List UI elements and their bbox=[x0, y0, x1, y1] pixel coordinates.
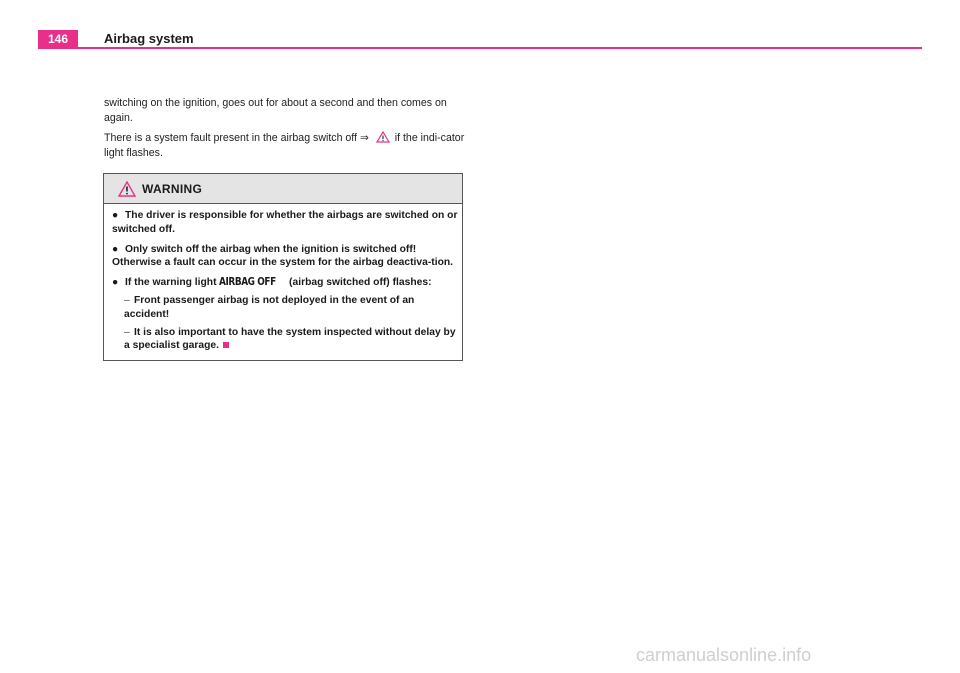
warning-bullet bbox=[112, 276, 458, 353]
body-paragraph-2 bbox=[104, 131, 466, 160]
page-header bbox=[0, 0, 960, 50]
section-end-icon bbox=[223, 342, 229, 348]
warning-bullet bbox=[112, 209, 458, 237]
warning-sub-item bbox=[124, 326, 458, 354]
warning-body bbox=[112, 209, 458, 359]
warning-triangle-icon[interactable] bbox=[376, 131, 390, 143]
warning-triangle-icon bbox=[118, 181, 136, 197]
header-rule bbox=[38, 47, 922, 49]
bullet-icon: ● bbox=[112, 277, 119, 289]
bullet-icon: ● bbox=[112, 243, 119, 255]
dash-icon: – bbox=[124, 294, 130, 306]
warning-sub-item bbox=[124, 294, 458, 322]
dash-icon: – bbox=[124, 326, 130, 338]
warning-header bbox=[104, 174, 462, 204]
warning-box bbox=[103, 173, 463, 361]
paragraph-text: if the indi-cator light flashes. bbox=[104, 132, 465, 159]
page-title: Airbag system bbox=[104, 31, 194, 46]
bullet-text: (airbag switched off) flashes: bbox=[286, 277, 432, 289]
arrow-icon: ⇒ bbox=[359, 132, 369, 144]
sub-item-text: It is also important to have the system inspected without delay by a specialist garage. bbox=[124, 326, 456, 352]
sub-item-text: Front passenger airbag is not deployed in the event of an accident! bbox=[124, 294, 415, 320]
watermark: carmanualsonline.info bbox=[636, 645, 812, 665]
warning-title: WARNING bbox=[142, 182, 203, 196]
bullet-icon: ● bbox=[112, 210, 119, 221]
bullet-text: The driver is responsible for whether the airbags are switched on or switched off. bbox=[112, 210, 458, 235]
paragraph-text: There is a system fault present in the airbag switch off bbox=[104, 132, 360, 144]
body-paragraph-1: switching on the ignition, goes out for about a second and then comes on again. bbox=[104, 97, 447, 124]
bullet-text: If the warning light bbox=[125, 277, 220, 289]
warning-bullet bbox=[112, 243, 458, 271]
airbag-off-indicator-label: AIRBAG OFF bbox=[219, 276, 277, 289]
page-number: 146 bbox=[38, 30, 78, 48]
bullet-text: Only switch off the airbag when the ignition is switched off! Otherwise a fault can occur in the system for the airbag deactiva-tion. bbox=[112, 243, 454, 269]
